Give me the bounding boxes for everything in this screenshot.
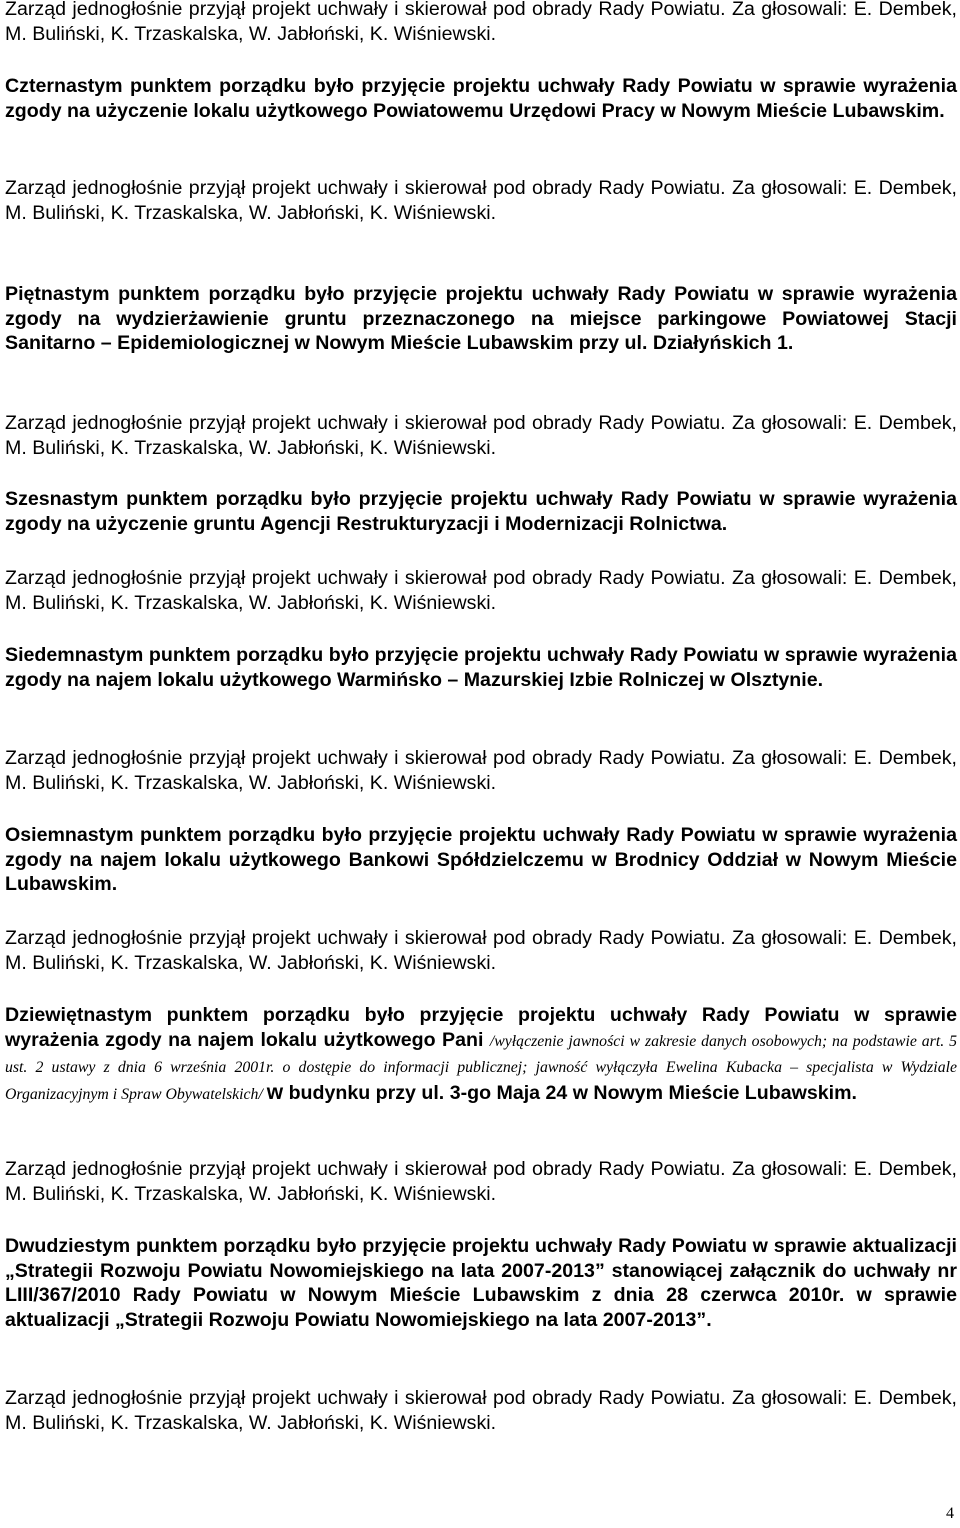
vote-paragraph-2: Zarząd jednogłośnie przyjął projekt uchwały i skierował pod obrady Rady Powiatu. Za głosowali: E. Dembek, M. Buliński, K. Trzaskalska, W. Jabłoński, K. Wiśniewski. (5, 177, 957, 224)
agenda-item-17: Siedemnastym punktem porządku było przyjęcie projektu uchwały Rady Powiatu w sprawie wyrażenia zgody na najem lokalu użytkowego Warmińsko – Mazurskiej Izbie Rolniczej w Olsztynie. (5, 644, 957, 691)
agenda-item-19 (5, 1003, 957, 1107)
agenda-item-19-w: w (266, 1080, 284, 1104)
vote-paragraph-8: Zarząd jednogłośnie przyjął projekt uchwały i skierował pod obrady Rady Powiatu. Za głosowali: E. Dembek, M. Buliński, K. Trzaskalska, W. Jabłoński, K. Wiśniewski. (5, 1387, 957, 1434)
agenda-item-20: Dwudziestym punktem porządku było przyjęcie projektu uchwały Rady Powiatu w sprawie aktualizacji „Strategii Rozwoju Powiatu Nowomiejskiego na lata 2007-2013” stanowiącej załącznik do uchwały nr LIII/367/2010 Rady Powiatu w Nowym Mieście Lubawskim z dnia 28 czerwca 2010r. w sprawie aktualizacji „Strategii Rozwoju Powiatu Nowomiejskiego na lata 2007-2013”. (5, 1235, 957, 1331)
redaction-note: /wyłączenie jawności w zakresie danych osobowych; na podstawie art. 5 ust. 2 ustawy z dnia 6 września 2001r. o dostępie do informacji publicznej; jawność wyłączyła Ewelina Kubacka – specjalista w Wydziale Organizacyjnym i Spraw Obywatelskich/ (5, 1032, 957, 1103)
agenda-item-15: Piętnastym punktem porządku było przyjęcie projektu uchwały Rady Powiatu w sprawie wyrażenia zgody na wydzierżawienie gruntu przeznaczonego na miejsce parkingowe Powiatowej Stacji Sanitarno – Epidemiologicznej w Nowym Mieście Lubawskim przy ul. Działyńskich 1. (5, 283, 957, 354)
vote-paragraph-7: Zarząd jednogłośnie przyjął projekt uchwały i skierował pod obrady Rady Powiatu. Za głosowali: E. Dembek, M. Buliński, K. Trzaskalska, W. Jabłoński, K. Wiśniewski. (5, 1158, 957, 1205)
agenda-item-19-lead: Dziewiętnastym punktem porządku było przyjęcie projektu uchwały Rady Powiatu w sprawie wyrażenia zgody na najem lokalu użytkowego Pani (5, 1004, 957, 1051)
vote-paragraph-5: Zarząd jednogłośnie przyjął projekt uchwały i skierował pod obrady Rady Powiatu. Za głosowali: E. Dembek, M. Buliński, K. Trzaskalska, W. Jabłoński, K. Wiśniewski. (5, 747, 957, 794)
vote-paragraph-4: Zarząd jednogłośnie przyjął projekt uchwały i skierował pod obrady Rady Powiatu. Za głosowali: E. Dembek, M. Buliński, K. Trzaskalska, W. Jabłoński, K. Wiśniewski. (5, 567, 957, 614)
agenda-item-14: Czternastym punktem porządku było przyjęcie projektu uchwały Rady Powiatu w sprawie wyrażenia zgody na użyczenie lokalu użytkowego Powiatowemu Urzędowi Pracy w Nowym Mieście Lubawskim. (5, 75, 957, 122)
vote-paragraph-6: Zarząd jednogłośnie przyjął projekt uchwały i skierował pod obrady Rady Powiatu. Za głosowali: E. Dembek, M. Buliński, K. Trzaskalska, W. Jabłoński, K. Wiśniewski. (5, 927, 957, 974)
agenda-item-16: Szesnastym punktem porządku było przyjęcie projektu uchwały Rady Powiatu w sprawie wyrażenia zgody na użyczenie gruntu Agencji Restrukturyzacji i Modernizacji Rolnictwa. (5, 488, 957, 535)
agenda-item-18: Osiemnastym punktem porządku było przyjęcie projektu uchwały Rady Powiatu w sprawie wyrażenia zgody na najem lokalu użytkowego Bankowi Spółdzielczemu w Brodnicy Oddział w Nowym Mieście Lubawskim. (5, 824, 957, 895)
page-number: 4 (946, 1505, 954, 1522)
vote-paragraph-1: Zarząd jednogłośnie przyjął projekt uchwały i skierował pod obrady Rady Powiatu. Za głosowali: E. Dembek, M. Buliński, K. Trzaskalska, W. Jabłoński, K. Wiśniewski. (5, 0, 957, 45)
agenda-item-19-tail: budynku przy ul. 3-go Maja 24 w Nowym Mieście Lubawskim. (283, 1081, 857, 1104)
vote-paragraph-3: Zarząd jednogłośnie przyjął projekt uchwały i skierował pod obrady Rady Powiatu. Za głosowali: E. Dembek, M. Buliński, K. Trzaskalska, W. Jabłoński, K. Wiśniewski. (5, 412, 957, 459)
